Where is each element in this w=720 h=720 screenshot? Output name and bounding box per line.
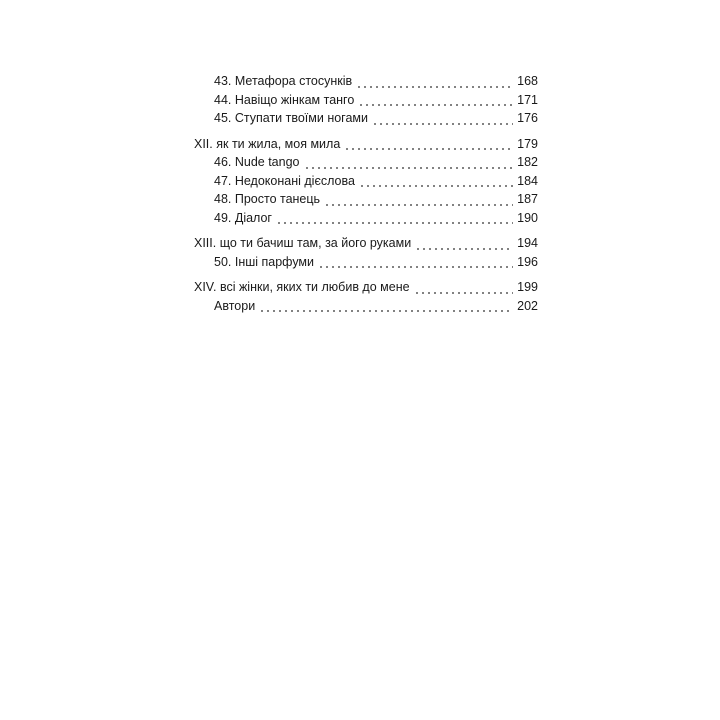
toc-entry-page: 187: [517, 192, 538, 206]
toc-leader-dots: [303, 154, 514, 172]
toc-leader-dots: [343, 135, 513, 153]
toc-leader-dots: [258, 297, 513, 315]
toc-entry-page: 176: [517, 111, 538, 125]
toc-entry-title: XII. як ти жила, моя мила: [194, 136, 341, 151]
toc-leader-dots: [323, 191, 513, 209]
toc-leader-dots: [317, 253, 513, 271]
toc-entry-page: 199: [517, 280, 538, 294]
toc-entry[interactable]: [194, 209, 538, 228]
toc-entry[interactable]: [194, 253, 538, 272]
toc-entry-title: 45. Ступати твоїми ногами: [214, 111, 368, 125]
toc-leader-dots: [275, 209, 513, 227]
toc-entry[interactable]: [194, 109, 538, 128]
toc-entry-page: 179: [517, 136, 538, 151]
toc-entry-page: 182: [517, 155, 538, 169]
toc-leader-dots: [413, 279, 514, 297]
toc-entry-title: 50. Інші парфуми: [214, 254, 315, 269]
toc-entry-title: 46. Nude tango: [214, 155, 300, 169]
toc-part-entry[interactable]: [194, 135, 538, 154]
toc-entry-title: 48. Просто танець: [214, 192, 321, 206]
toc-entry-title: XIV. всі жінки, яких ти любив до мене: [194, 280, 410, 294]
toc-entry[interactable]: [194, 297, 538, 316]
toc-entry-page: 202: [517, 298, 538, 313]
toc-entry-title: 44. Навіщо жінкам танго: [214, 92, 355, 107]
toc-leader-dots: [358, 172, 513, 190]
toc-part-entry[interactable]: [194, 278, 538, 297]
toc-leader-dots: [371, 110, 513, 128]
toc-entry-page: 190: [517, 210, 538, 225]
toc-entry-page: 184: [517, 173, 538, 188]
toc-entry[interactable]: [194, 91, 538, 110]
toc-entry-title: XIII. що ти бачиш там, за його руками: [194, 236, 412, 250]
toc-entry-page: 171: [517, 92, 538, 107]
toc-leader-dots: [355, 73, 513, 91]
toc-entry-title: 43. Метафора стосунків: [214, 74, 353, 88]
toc-entry[interactable]: [194, 153, 538, 172]
toc-entry-title: Автори: [214, 298, 256, 313]
toc-leader-dots: [357, 91, 513, 109]
toc-entry-title: 49. Діалог: [214, 210, 272, 225]
toc-entry[interactable]: [194, 190, 538, 209]
toc-entry[interactable]: [194, 72, 538, 91]
toc-entry-page: 194: [517, 236, 538, 250]
toc-entry-page: 196: [517, 254, 538, 269]
toc-entry[interactable]: [194, 172, 538, 191]
toc-leader-dots: [414, 235, 513, 253]
toc-entry-page: 168: [517, 74, 538, 88]
toc-part-entry[interactable]: [194, 234, 538, 253]
toc-entry-title: 47. Недоконані дієслова: [214, 173, 355, 188]
table-of-contents: [194, 72, 538, 315]
